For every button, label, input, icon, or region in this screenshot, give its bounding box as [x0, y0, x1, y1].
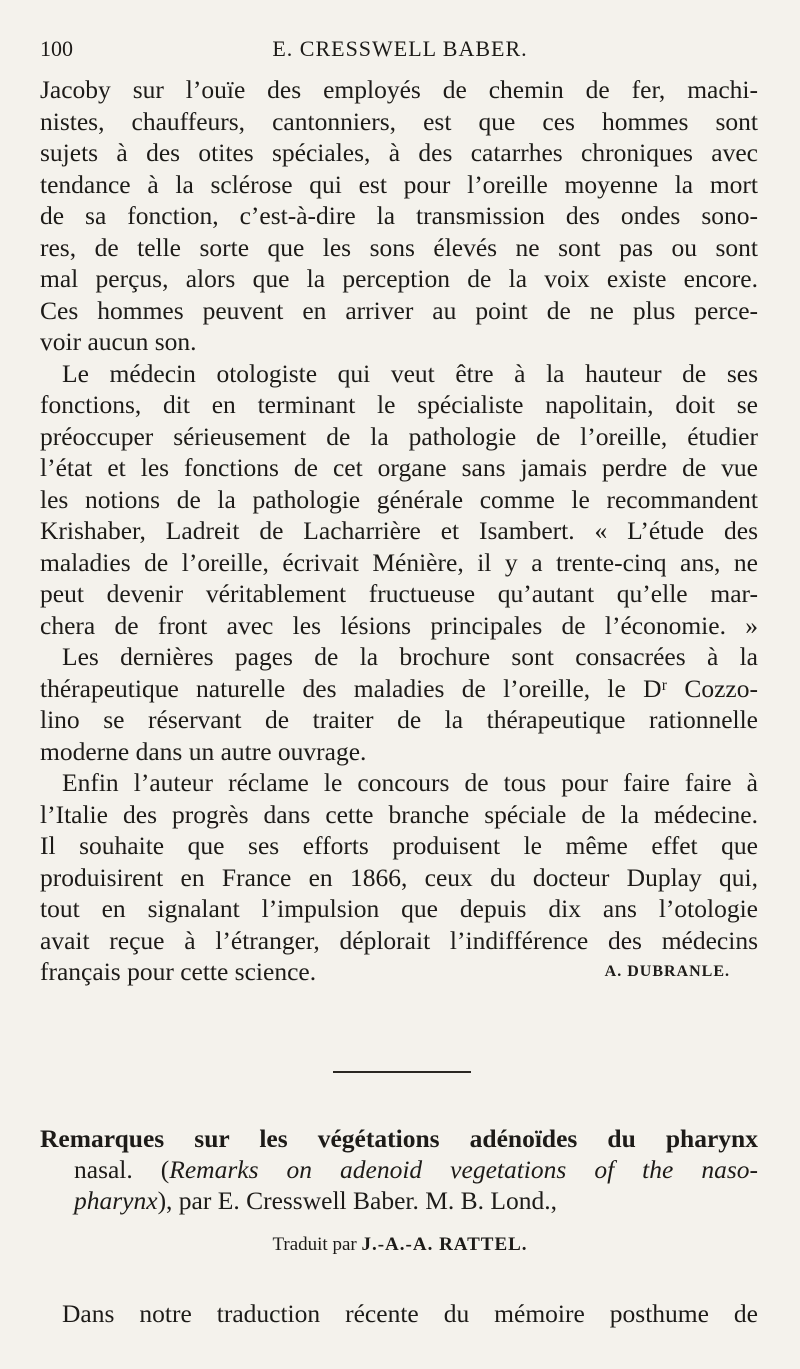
text-line: préoccuper sérieusement de la pathologie de l’oreille, étudier	[40, 421, 758, 451]
text-line: tout en signalant l’impulsion que depuis dix ans l’otologie	[40, 894, 758, 923]
text-line: Ces hommes peuvent en arriver au point de ne plus perce-	[40, 295, 758, 325]
text-line: sujets à des otites spéciales, à des catarrhes chroniques avec	[40, 138, 758, 167]
closing-text: français pour cette science.	[40, 957, 317, 986]
text-line	[40, 956, 758, 988]
page-number: 100	[40, 36, 73, 61]
text-line: de sa fonction, c’est-à-dire la transmission des ondes sono-	[40, 201, 758, 230]
author-signature: A. DUBRANLE.	[604, 963, 730, 980]
article-heading	[40, 1123, 758, 1216]
text-line: l’Italie des progrès dans cette branche spéciale de la médecine.	[40, 799, 758, 829]
text-line: nistes, chauffeurs, cantonniers, est que ces hommes sont	[40, 106, 758, 136]
text-line: Krishaber, Ladreit de Lacharrière et Isambert. « L’étude des	[40, 516, 758, 545]
text-line: Jacoby sur l’ouïe des employés de chemin de fer, machi-	[40, 75, 758, 104]
article-title: Remarques sur les végétations adénoïdes du pharynx	[40, 1124, 758, 1153]
text-line: lino se réservant de traiter de la thérapeutique rationnelle	[40, 705, 758, 734]
text-line: l’état et les fonctions de cet organe sans jamais perdre de vue	[40, 453, 758, 482]
text-line: avait reçue à l’étranger, déplorait l’indifférence des médecins	[40, 925, 758, 955]
article-title-continued: nasal. (Remarks on adenoid vegetations of the naso-	[74, 1155, 758, 1184]
text-line: voir aucun son.	[40, 327, 197, 356]
text-line: thérapeutique naturelle des maladies de l’oreille, le Dʳ Cozzo-	[40, 673, 758, 703]
translator-prefix: Traduit par	[272, 1234, 357, 1255]
text-line: peut devenir véritablement fructueuse qu’autant qu’elle mar-	[40, 579, 758, 608]
text-line: fonctions, dit en terminant le spécialiste napolitain, doit se	[40, 390, 758, 419]
page-header	[40, 36, 760, 76]
text-line: Les dernières pages de la brochure sont consacrées à la	[62, 642, 758, 671]
text-line: chera de front avec les lésions principales de l’économie. »	[40, 610, 758, 640]
text-line: les notions de la pathologie générale comme le recommandent	[40, 484, 758, 514]
english-title: Remarks on adenoid vegetations of the naso-	[169, 1155, 758, 1184]
translator-credit	[0, 1234, 800, 1256]
text-line: Enfin l’auteur réclame le concours de tous pour faire faire à	[62, 768, 758, 797]
article-citation: pharynx), par E. Cresswell Baber. M. B. Lond.,	[74, 1186, 557, 1215]
text-line: Le médecin otologiste qui veut être à la hauteur de ses	[62, 358, 758, 388]
text-line: mal perçus, alors que la perception de la voix existe encore.	[40, 264, 758, 293]
body-text	[40, 74, 758, 988]
english-title-end: pharynx	[74, 1186, 158, 1215]
article-body	[40, 1298, 758, 1330]
text-line: maladies de l’oreille, écrivait Ménière, il y a trente-cinq ans, ne	[40, 547, 758, 577]
text-line: tendance à la sclérose qui est pour l’oreille moyenne la mort	[40, 169, 758, 199]
text-line: produisirent en France en 1866, ceux du docteur Duplay qui,	[40, 862, 758, 892]
translator-name: J.-A.-A. RATTEL.	[361, 1234, 528, 1255]
text-line: res, de telle sorte que les sons élevés ne sont pas ou sont	[40, 232, 758, 262]
section-divider	[333, 1071, 471, 1073]
text-line: Dans notre traduction récente du mémoire posthume de	[62, 1299, 758, 1328]
text-line: moderne dans un autre ouvrage.	[40, 736, 367, 766]
text-line: Il souhaite que ses efforts produisent le même effet que	[40, 831, 758, 860]
running-title: E. CRESSWELL BABER.	[272, 36, 528, 61]
